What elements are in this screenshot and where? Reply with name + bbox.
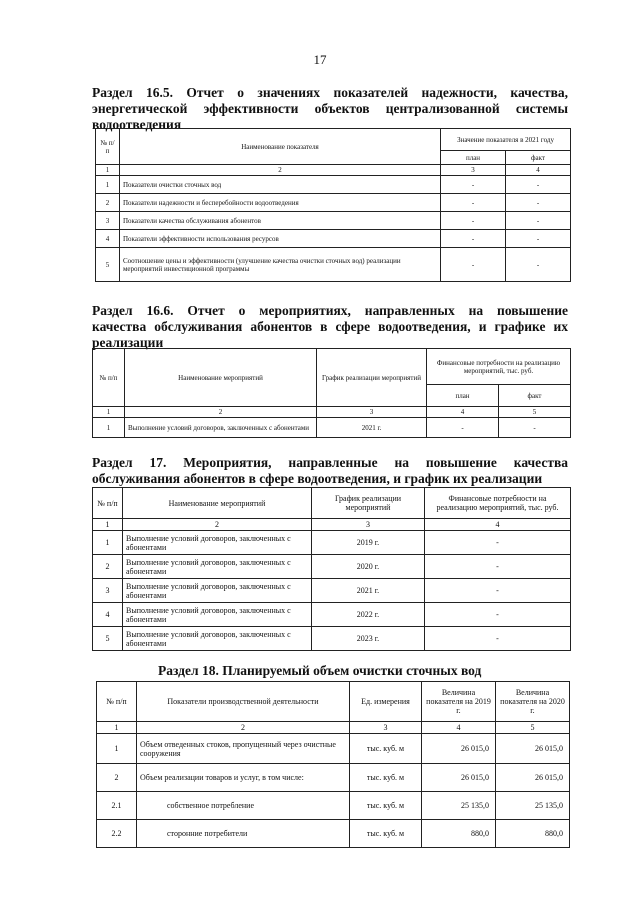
header-cell: Наименование показателя <box>120 129 441 165</box>
header-cell: Показатели производственной деятельности <box>137 682 350 722</box>
row-number: 5 <box>96 248 120 282</box>
row-unit: тыс. куб. м <box>350 820 422 848</box>
section-18-heading: Раздел 18. Планируемый объем очистки сточных вод <box>158 663 482 678</box>
row-fact: - <box>506 212 571 230</box>
row-value-2020: 880,0 <box>496 820 570 848</box>
row-name: Показатели надежности и бесперебойности водоотведения <box>120 194 441 212</box>
section-16-5-table <box>95 128 571 282</box>
header-cell: Финансовые потребности на реализацию мероприятий, тыс. руб. <box>427 349 571 385</box>
row-schedule: 2019 г. <box>312 531 425 555</box>
index-cell: 3 <box>317 407 427 418</box>
header-cell: № п/п <box>96 129 120 165</box>
index-cell: 4 <box>422 722 496 734</box>
index-cell: 1 <box>93 407 125 418</box>
row-plan: - <box>427 418 499 438</box>
row-number: 5 <box>93 627 123 651</box>
row-number: 1 <box>96 176 120 194</box>
heading-line: водоотведения <box>92 117 182 132</box>
row-name: сторонние потребители <box>137 820 350 848</box>
table-row <box>97 734 570 764</box>
row-plan: - <box>441 230 506 248</box>
index-cell: 1 <box>93 519 123 531</box>
row-name: Показатели качества обслуживания абонентов <box>120 212 441 230</box>
header-cell: Финансовые потребности на реализацию мероприятий, тыс. руб. <box>425 488 571 519</box>
header-cell: № п/п <box>93 488 123 519</box>
row-value-2019: 26 015,0 <box>422 734 496 764</box>
heading-line: качества обслуживания абонентов в сфере водоотведения, и графике их <box>92 319 568 334</box>
row-finance: - <box>425 603 571 627</box>
row-name: Выполнение условий договоров, заключенных с абонентами <box>125 418 317 438</box>
header-cell: График реализации мероприятий <box>312 488 425 519</box>
heading-line: энергетической эффективности объектов централизованной системы <box>92 101 568 116</box>
row-fact: - <box>506 194 571 212</box>
header-cell: Ед. измерения <box>350 682 422 722</box>
row-name: Показатели эффективности использования ресурсов <box>120 230 441 248</box>
row-name: Выполнение условий договоров, заключенных с абонентами <box>123 555 312 579</box>
header-cell: факт <box>499 385 571 407</box>
row-schedule: 2020 г. <box>312 555 425 579</box>
row-fact: - <box>506 176 571 194</box>
index-cell: 4 <box>425 519 571 531</box>
row-number: 2 <box>97 764 137 792</box>
table-row <box>93 627 571 651</box>
row-plan: - <box>441 248 506 282</box>
row-unit: тыс. куб. м <box>350 734 422 764</box>
section-16-5-heading <box>92 85 568 133</box>
header-cell: Наименование мероприятий <box>125 349 317 407</box>
header-cell: Наименование мероприятий <box>123 488 312 519</box>
index-cell: 2 <box>120 165 441 176</box>
row-number: 2 <box>96 194 120 212</box>
heading-line: реализации <box>92 335 164 350</box>
row-finance: - <box>425 531 571 555</box>
table-row <box>96 248 571 282</box>
table-row <box>97 764 570 792</box>
index-cell: 1 <box>97 722 137 734</box>
row-number: 1 <box>93 418 125 438</box>
row-name: Выполнение условий договоров, заключенных с абонентами <box>123 579 312 603</box>
row-name: Объем реализации товаров и услуг, в том числе: <box>137 764 350 792</box>
row-value-2020: 25 135,0 <box>496 792 570 820</box>
row-number: 1 <box>93 531 123 555</box>
row-number: 3 <box>93 579 123 603</box>
index-cell: 4 <box>427 407 499 418</box>
row-name: Соотношение цены и эффективности (улучшение качества очистки сточных вод) реализации мероприятий инвестиционной программы <box>120 248 441 282</box>
index-cell: 3 <box>441 165 506 176</box>
row-finance: - <box>425 579 571 603</box>
header-cell: № п/п <box>93 349 125 407</box>
row-name: Выполнение условий договоров, заключенных с абонентами <box>123 627 312 651</box>
row-value-2019: 880,0 <box>422 820 496 848</box>
row-unit: тыс. куб. м <box>350 764 422 792</box>
header-cell: Значение показателя в 2021 году <box>441 129 571 151</box>
row-schedule: 2021 г. <box>312 579 425 603</box>
row-name: Выполнение условий договоров, заключенных с абонентами <box>123 603 312 627</box>
heading-line: Раздел 16.6. Отчет о мероприятиях, направленных на повышение <box>92 303 568 318</box>
table-row <box>96 230 571 248</box>
table-row <box>97 792 570 820</box>
row-plan: - <box>441 212 506 230</box>
index-cell: 5 <box>499 407 571 418</box>
row-number: 4 <box>96 230 120 248</box>
row-schedule: 2021 г. <box>317 418 427 438</box>
table-row <box>93 555 571 579</box>
row-unit: тыс. куб. м <box>350 792 422 820</box>
page-number: 17 <box>313 52 327 67</box>
section-17-heading <box>92 455 568 487</box>
heading-line: Раздел 17. Мероприятия, направленные на повышение качества <box>92 455 568 470</box>
row-plan: - <box>441 176 506 194</box>
row-number: 2.1 <box>97 792 137 820</box>
index-cell: 3 <box>312 519 425 531</box>
section-16-6-heading <box>92 303 568 351</box>
index-cell: 2 <box>125 407 317 418</box>
row-plan: - <box>441 194 506 212</box>
row-fact: - <box>499 418 571 438</box>
table-row <box>97 820 570 848</box>
row-schedule: 2022 г. <box>312 603 425 627</box>
row-schedule: 2023 г. <box>312 627 425 651</box>
table-row <box>93 418 571 438</box>
row-finance: - <box>425 555 571 579</box>
header-cell: Величина показателя на 2020 г. <box>496 682 570 722</box>
table-row <box>93 531 571 555</box>
row-name: собственное потребление <box>137 792 350 820</box>
row-name: Показатели очистки сточных вод <box>120 176 441 194</box>
header-cell: № п/п <box>97 682 137 722</box>
row-fact: - <box>506 248 571 282</box>
index-cell: 5 <box>496 722 570 734</box>
row-value-2019: 26 015,0 <box>422 764 496 792</box>
row-value-2020: 26 015,0 <box>496 764 570 792</box>
heading-line: обслуживания абонентов в сфере водоотведения, и график их реализации <box>92 471 543 486</box>
section-16-6-table <box>92 348 571 438</box>
index-cell: 3 <box>350 722 422 734</box>
table-row <box>93 579 571 603</box>
header-cell: Величина показателя на 2019 г. <box>422 682 496 722</box>
section-18-table <box>96 681 570 848</box>
index-cell: 2 <box>123 519 312 531</box>
row-number: 2 <box>93 555 123 579</box>
table-row <box>96 176 571 194</box>
row-finance: - <box>425 627 571 651</box>
row-fact: - <box>506 230 571 248</box>
header-cell: план <box>441 151 506 165</box>
heading-line: Раздел 16.5. Отчет о значениях показателей надежности, качества, <box>92 85 568 100</box>
table-row <box>93 603 571 627</box>
row-value-2019: 25 135,0 <box>422 792 496 820</box>
row-value-2020: 26 015,0 <box>496 734 570 764</box>
index-cell: 1 <box>96 165 120 176</box>
row-number: 4 <box>93 603 123 627</box>
row-name: Выполнение условий договоров, заключенных с абонентами <box>123 531 312 555</box>
row-number: 1 <box>97 734 137 764</box>
row-name: Объем отведенных стоков, пропущенный через очистные сооружения <box>137 734 350 764</box>
header-cell: план <box>427 385 499 407</box>
index-cell: 4 <box>506 165 571 176</box>
index-cell: 2 <box>137 722 350 734</box>
row-number: 3 <box>96 212 120 230</box>
header-cell: факт <box>506 151 571 165</box>
table-row <box>96 212 571 230</box>
header-cell: График реализации мероприятий <box>317 349 427 407</box>
row-number: 2.2 <box>97 820 137 848</box>
section-17-table <box>92 487 571 651</box>
table-row <box>96 194 571 212</box>
